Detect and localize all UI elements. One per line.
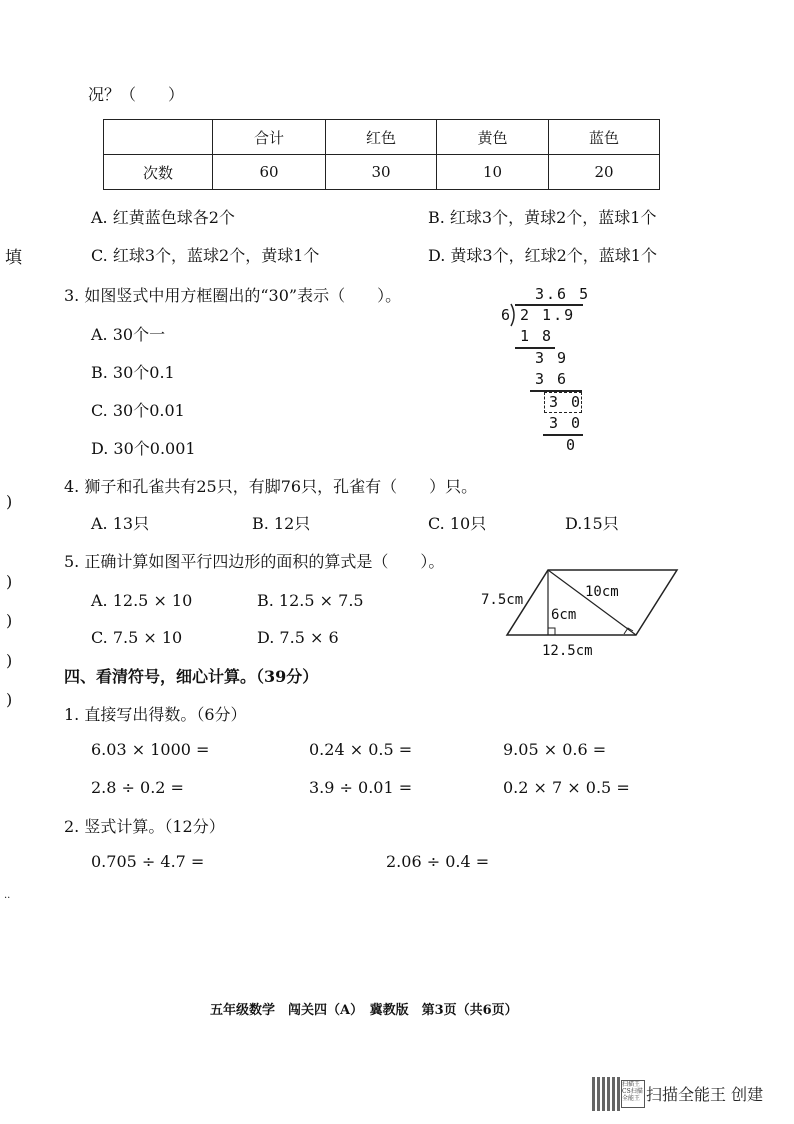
table-header-cell: 蓝色 [549,120,660,155]
table-row [104,155,660,190]
division-divisor: 6 [501,306,513,324]
q2-option-b: B. 红球3个，黄球2个，蓝球1个 [428,208,657,227]
page-footer: 五年级数学 闯关四（A） 冀教版 第3页（共6页） [210,1003,518,1018]
table-cell: 10 [437,155,549,190]
division-quotient: 3.6 5 [535,285,591,303]
division-step: 3 6 [535,370,569,388]
table-header-cell: 红色 [326,120,437,155]
table-cell: 60 [213,155,326,190]
q3-stem: 3. 如图竖式中用方框圈出的“30”表示（ ）。 [64,286,402,305]
q4-stem: 4. 狮子和孔雀共有25只，有脚76只，孔雀有（ ）只。 [64,477,478,496]
question-fragment: 况？（ ） [88,85,185,104]
q2-option-d: D. 黄球3个，红球2个，蓝球1个 [428,246,657,265]
figure-height-label: 6cm [551,607,577,623]
margin-paren: ) [6,690,13,709]
margin-paren: ) [6,651,13,670]
division-highlighted-30: 3 0 [549,393,583,411]
table-header-row [104,120,660,155]
q2-option-c: C. 红球3个，蓝球2个，黄球1个 [91,246,320,265]
scanner-badge: 扫描王 CS扫描全能王 [621,1080,645,1108]
table-cell: 20 [549,155,660,190]
margin-paren: ) [6,572,13,591]
q2-option-a: A. 红黄蓝色球各2个 [91,208,235,227]
table-cell: 30 [326,155,437,190]
calc-item: 0.2 × 7 × 0.5 = [503,778,630,797]
q3-option-b: B. 30个0.1 [91,363,175,382]
division-step: 1 8 [520,327,554,345]
margin-char: 填 [5,248,22,268]
subsection-title: 1. 直接写出得数。（6分） [64,705,247,724]
margin-dots: .. [4,890,11,901]
section-title: 四、看清符号，细心计算。（39分） [64,667,319,686]
calc-item: 9.05 × 0.6 = [503,740,607,759]
count-table [103,119,660,190]
calc-item: 6.03 × 1000 = [91,740,210,759]
figure-side-label: 7.5cm [481,592,524,608]
division-dividend: 2 1.9 [520,306,576,324]
q5-option-c: C. 7.5 × 10 [91,628,183,647]
q3-option-c: C. 30个0.01 [91,401,185,420]
calc-item: 0.24 × 0.5 = [309,740,413,759]
figure-diagonal-label: 10cm [585,584,619,600]
table-row-label: 次数 [104,155,213,190]
q4-option-b: B. 12只 [252,514,311,533]
division-bracket [510,303,518,327]
q4-option-c: C. 10只 [428,514,487,533]
q3-option-d: D. 30个0.001 [91,439,196,458]
margin-paren: ) [6,492,13,511]
margin-paren: ) [6,611,13,630]
figure-base-label: 12.5cm [542,643,593,659]
table-header-cell [104,120,213,155]
table-header-cell: 黄色 [437,120,549,155]
calc-item: 2.8 ÷ 0.2 = [91,778,184,797]
q5-stem: 5. 正确计算如图平行四边形的面积的算式是（ ）。 [64,552,445,571]
q5-option-d: D. 7.5 × 6 [257,628,339,647]
subsection-title: 2. 竖式计算。（12分） [64,817,225,836]
qr-code-icon [592,1077,620,1111]
calc-item: 0.705 ÷ 4.7 = [91,852,205,871]
q4-option-d: D.15只 [565,514,619,533]
q4-option-a: A. 13只 [91,514,150,533]
scanner-watermark: 扫描全能王 创建 [646,1085,764,1104]
table-header-cell: 合计 [213,120,326,155]
parallelogram-figure [505,568,685,640]
division-step: 3 0 [549,414,583,432]
calc-item: 2.06 ÷ 0.4 = [386,852,490,871]
q3-option-a: A. 30个一 [91,325,166,344]
q5-option-b: B. 12.5 × 7.5 [257,591,364,610]
division-remainder: 0 [566,436,578,454]
calc-item: 3.9 ÷ 0.01 = [309,778,413,797]
division-step: 3 9 [535,349,569,367]
q5-option-a: A. 12.5 × 10 [91,591,193,610]
